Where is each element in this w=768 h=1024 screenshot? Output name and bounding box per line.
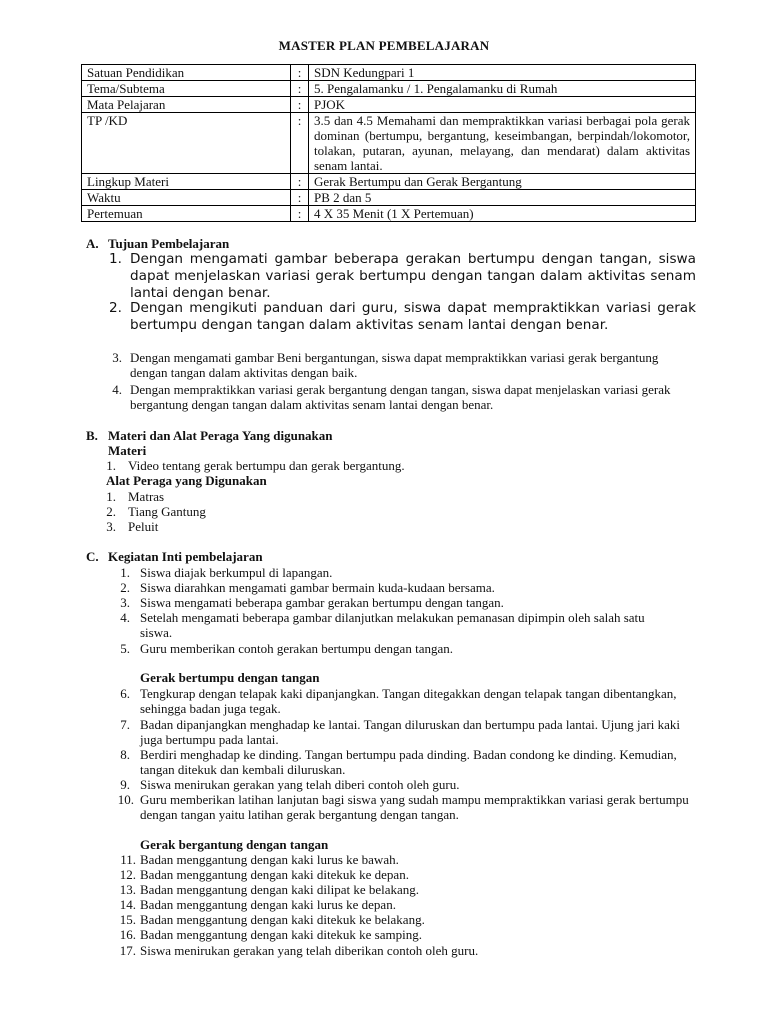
- item-number: 9.: [120, 777, 130, 792]
- item-number: 1.: [109, 251, 122, 267]
- item-number: 8.: [120, 747, 130, 762]
- row-label: Pertemuan: [82, 206, 291, 222]
- table-row: [82, 206, 696, 222]
- row-label: Lingkup Materi: [82, 174, 291, 190]
- item-number: 3.: [112, 350, 122, 365]
- section-a-heading: [86, 236, 229, 252]
- table-row: [82, 97, 696, 113]
- item-text: Siswa diajak berkumpul di lapangan.: [140, 565, 333, 580]
- section-letter: A.: [86, 236, 99, 251]
- section-title: Materi dan Alat Peraga Yang digunakan: [108, 428, 333, 443]
- info-table: [81, 64, 696, 222]
- item-number: 1.: [120, 565, 130, 580]
- item-text: Siswa diarahkan mengamati gambar bermain kuda-kudaan bersama.: [140, 580, 495, 595]
- row-value: PB 2 dan 5: [309, 190, 696, 206]
- row-value: 4 X 35 Menit (1 X Pertemuan): [309, 206, 696, 222]
- item-text: Badan menggantung dengan kaki ditekuk ke depan.: [140, 867, 409, 882]
- section-letter: B.: [86, 428, 98, 443]
- item-number: 14.: [119, 897, 136, 912]
- item-text: Badan menggantung dengan kaki dilipat ke belakang.: [140, 882, 420, 897]
- item-number: 17.: [119, 943, 136, 958]
- row-value: SDN Kedungpari 1: [309, 65, 696, 81]
- row-value: PJOK: [309, 97, 696, 113]
- table-row: [82, 65, 696, 81]
- row-label: TP /KD: [82, 113, 291, 174]
- item-number: 2.: [106, 504, 116, 519]
- item-number: 4.: [120, 610, 130, 625]
- row-separator: :: [291, 113, 309, 174]
- item-number: 2.: [109, 300, 122, 316]
- row-separator: :: [291, 81, 309, 97]
- row-separator: :: [291, 65, 309, 81]
- alat-heading: Alat Peraga yang Digunakan: [106, 473, 267, 488]
- materi-heading: Materi: [108, 443, 147, 458]
- item-number: 7.: [120, 717, 130, 732]
- table-row: [82, 113, 696, 174]
- item-number: 3.: [106, 519, 116, 534]
- item-text: Tengkurap dengan telapak kaki dipanjangkan. Tangan ditegakkan dengan telapak tangan dibentangkan, sehingga badan juga tegak.: [140, 686, 677, 716]
- item-text: Berdiri menghadap ke dinding. Tangan bertumpu pada dinding. Badan condong ke dinding. Kemudian, tangan ditekuk dan kembali diluruskan.: [140, 747, 677, 777]
- item-text: Badan menggantung dengan kaki ditekuk ke belakang.: [140, 912, 425, 927]
- row-label: Tema/Subtema: [82, 81, 291, 97]
- item-text: Siswa menirukan gerakan yang telah diberi contoh oleh guru.: [140, 777, 460, 792]
- item-number: 16.: [119, 927, 136, 942]
- item-text: Guru memberikan latihan lanjutan bagi siswa yang sudah mampu mempraktikkan variasi gerak bertumpu dengan tangan yaitu latihan gerak bergantung dengan tangan.: [140, 792, 689, 822]
- item-text: Video tentang gerak bertumpu dan gerak bergantung.: [128, 458, 405, 473]
- item-text: Badan menggantung dengan kaki lurus ke bawah.: [140, 852, 399, 867]
- item-text: Dengan mengamati gambar Beni bergantungan, siswa dapat mempraktikkan variasi gerak bergantung dengan tangan dalam aktivitas dengan baik.: [130, 350, 659, 380]
- section-b-heading: [86, 428, 333, 444]
- row-separator: :: [291, 174, 309, 190]
- subheading-bergantung: Gerak bergantung dengan tangan: [140, 837, 329, 852]
- row-value: Gerak Bertumpu dan Gerak Bergantung: [309, 174, 696, 190]
- row-label: Mata Pelajaran: [82, 97, 291, 113]
- item-number: 5.: [120, 641, 130, 656]
- item-text: Guru memberikan contoh gerakan bertumpu dengan tangan.: [140, 641, 453, 656]
- table-row: [82, 190, 696, 206]
- item-number: 15.: [119, 912, 136, 927]
- item-number: 1.: [106, 458, 116, 473]
- row-value: 5. Pengalamanku / 1. Pengalamanku di Rumah: [309, 81, 696, 97]
- item-text: Peluit: [128, 519, 159, 534]
- item-number: 6.: [120, 686, 130, 701]
- row-separator: :: [291, 190, 309, 206]
- item-text: Tiang Gantung: [128, 504, 206, 519]
- section-title: Tujuan Pembelajaran: [108, 236, 230, 251]
- item-text: Badan dipanjangkan menghadap ke lantai. Tangan diluruskan dan bertumpu pada lantai. Ujung jari kaki juga bertumpu pada lantai.: [140, 717, 680, 747]
- item-text: Dengan mempraktikkan variasi gerak bergantung dengan tangan, siswa dapat menjelaskan variasi gerak bergantung dengan tangan dalam aktivitas senam lantai dengan benar.: [130, 382, 671, 412]
- row-label: Satuan Pendidikan: [82, 65, 291, 81]
- item-number: 1.: [106, 489, 116, 504]
- item-text: Setelah mengamati beberapa gambar dilanjutkan melakukan pemanasan dipimpin oleh salah satu siswa.: [140, 610, 645, 640]
- page-title: MASTER PLAN PEMBELAJARAN: [278, 38, 490, 53]
- item-number: 3.: [120, 595, 130, 610]
- section-letter: C.: [86, 549, 99, 564]
- item-text: Siswa menirukan gerakan yang telah diberikan contoh oleh guru.: [140, 943, 479, 958]
- item-text: Badan menggantung dengan kaki ditekuk ke samping.: [140, 927, 422, 942]
- item-number: 12.: [119, 867, 136, 882]
- item-number: 13.: [119, 882, 136, 897]
- item-text: Badan menggantung dengan kaki lurus ke depan.: [140, 897, 396, 912]
- item-number: 10.: [117, 792, 134, 807]
- subheading-bertumpu: Gerak bertumpu dengan tangan: [140, 670, 320, 685]
- item-number: 2.: [120, 580, 130, 595]
- row-label: Waktu: [82, 190, 291, 206]
- table-row: [82, 81, 696, 97]
- section-title: Kegiatan Inti pembelajaran: [108, 549, 263, 564]
- item-text: Siswa mengamati beberapa gambar gerakan bertumpu dengan tangan.: [140, 595, 504, 610]
- item-number: 11.: [120, 852, 136, 867]
- row-separator: :: [291, 206, 309, 222]
- item-text: Dengan mengikuti panduan dari guru, siswa dapat mempraktikkan variasi gerak bertumpu dengan tangan dalam aktivitas senam lantai dengan benar.: [130, 300, 696, 333]
- row-separator: :: [291, 97, 309, 113]
- item-text: Dengan mengamati gambar beberapa gerakan bertumpu dengan tangan, siswa dapat menjelaskan variasi gerak bertumpu dengan tangan dalam aktivitas senam lantai dengan benar.: [130, 251, 696, 301]
- item-text: Matras: [128, 489, 165, 504]
- table-row: [82, 174, 696, 190]
- section-c-heading: [86, 549, 263, 565]
- item-number: 4.: [112, 382, 122, 397]
- row-value: 3.5 dan 4.5 Memahami dan mempraktikkan variasi berbagai pola gerak dominan (bertumpu, bergantung, keseimbangan, berpindah/lokomotor, tolakan, putaran, ayunan, melayang, dan mendarat) dalam aktivitas senam lantai.: [309, 113, 696, 174]
